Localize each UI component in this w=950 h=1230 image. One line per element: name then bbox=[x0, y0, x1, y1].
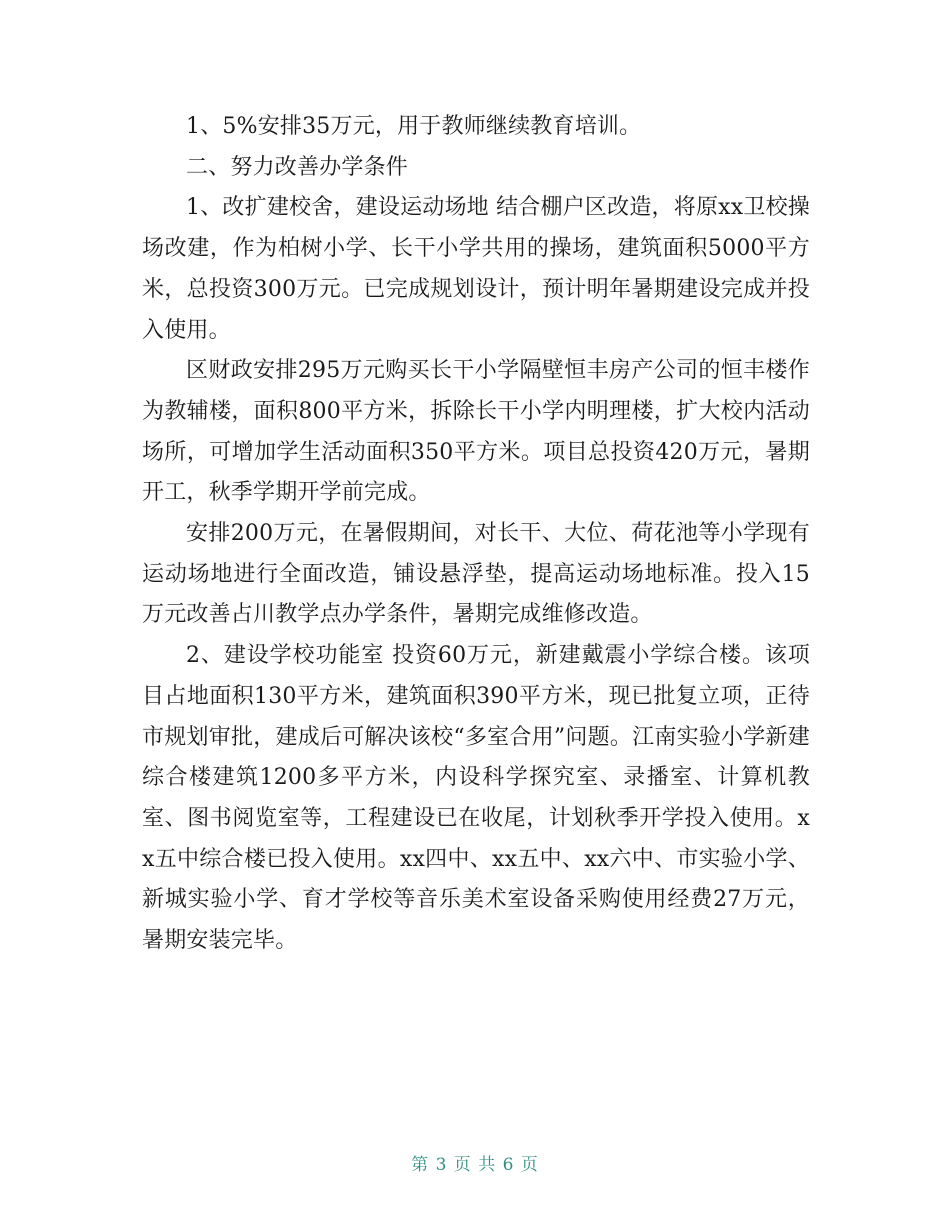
page-number-footer: 第 3 页 共 6 页 bbox=[411, 1155, 539, 1175]
paragraph-school-expansion: 1、改扩建校舍，建设运动场地 结合棚户区改造，将原xx卫校操场改建，作为柏树小学、长干小学共用的操场，建筑面积5000平方米，总投资300万元。已完成规划设计，预计明年暑期建设完成并投入使用。 bbox=[142, 195, 810, 343]
paragraph-sports-field: 安排200万元，在暑假期间，对长干、大位、荷花池等小学现有运动场地进行全面改造，铺设悬浮垫，提高运动场地标准。投入15万元改善占川教学点办学条件，暑期完成维修改造。 bbox=[142, 521, 810, 628]
section-heading-conditions: 二、努力改善办学条件 bbox=[186, 154, 409, 180]
document-body bbox=[142, 107, 810, 962]
paragraph-finance-purchase: 区财政安排295万元购买长干小学隔壁恒丰房产公司的恒丰楼作为教辅楼，面积800平方米，拆除长干小学内明理楼，扩大校内活动场所，可增加学生活动面积350平方米。项目总投资420万元，暑期开工，秋季学期开学前完成。 bbox=[142, 358, 810, 506]
paragraph-teacher-training: 1、5%安排35万元，用于教师继续教育培训。 bbox=[186, 114, 642, 139]
paragraph-function-rooms: 2、建设学校功能室 投资60万元，新建戴震小学综合楼。该项目占地面积130平方米，建筑面积390平方米，现已批复立项，正待市规划审批，建成后可解决该校“多室合用”问题。江南实验小学新建综合楼建筑1200多平方米，内设科学探究室、录播室、计算机教室、图书阅览室等，工程建设已在收尾，计划秋季开学投入使用。xx五中综合楼已投入使用。xx四中、xx五中、xx六中、市实验小学、新城实验小学、育才学校等音乐美术室设备采购使用经费27万元，暑期安装完毕。 bbox=[142, 643, 810, 954]
